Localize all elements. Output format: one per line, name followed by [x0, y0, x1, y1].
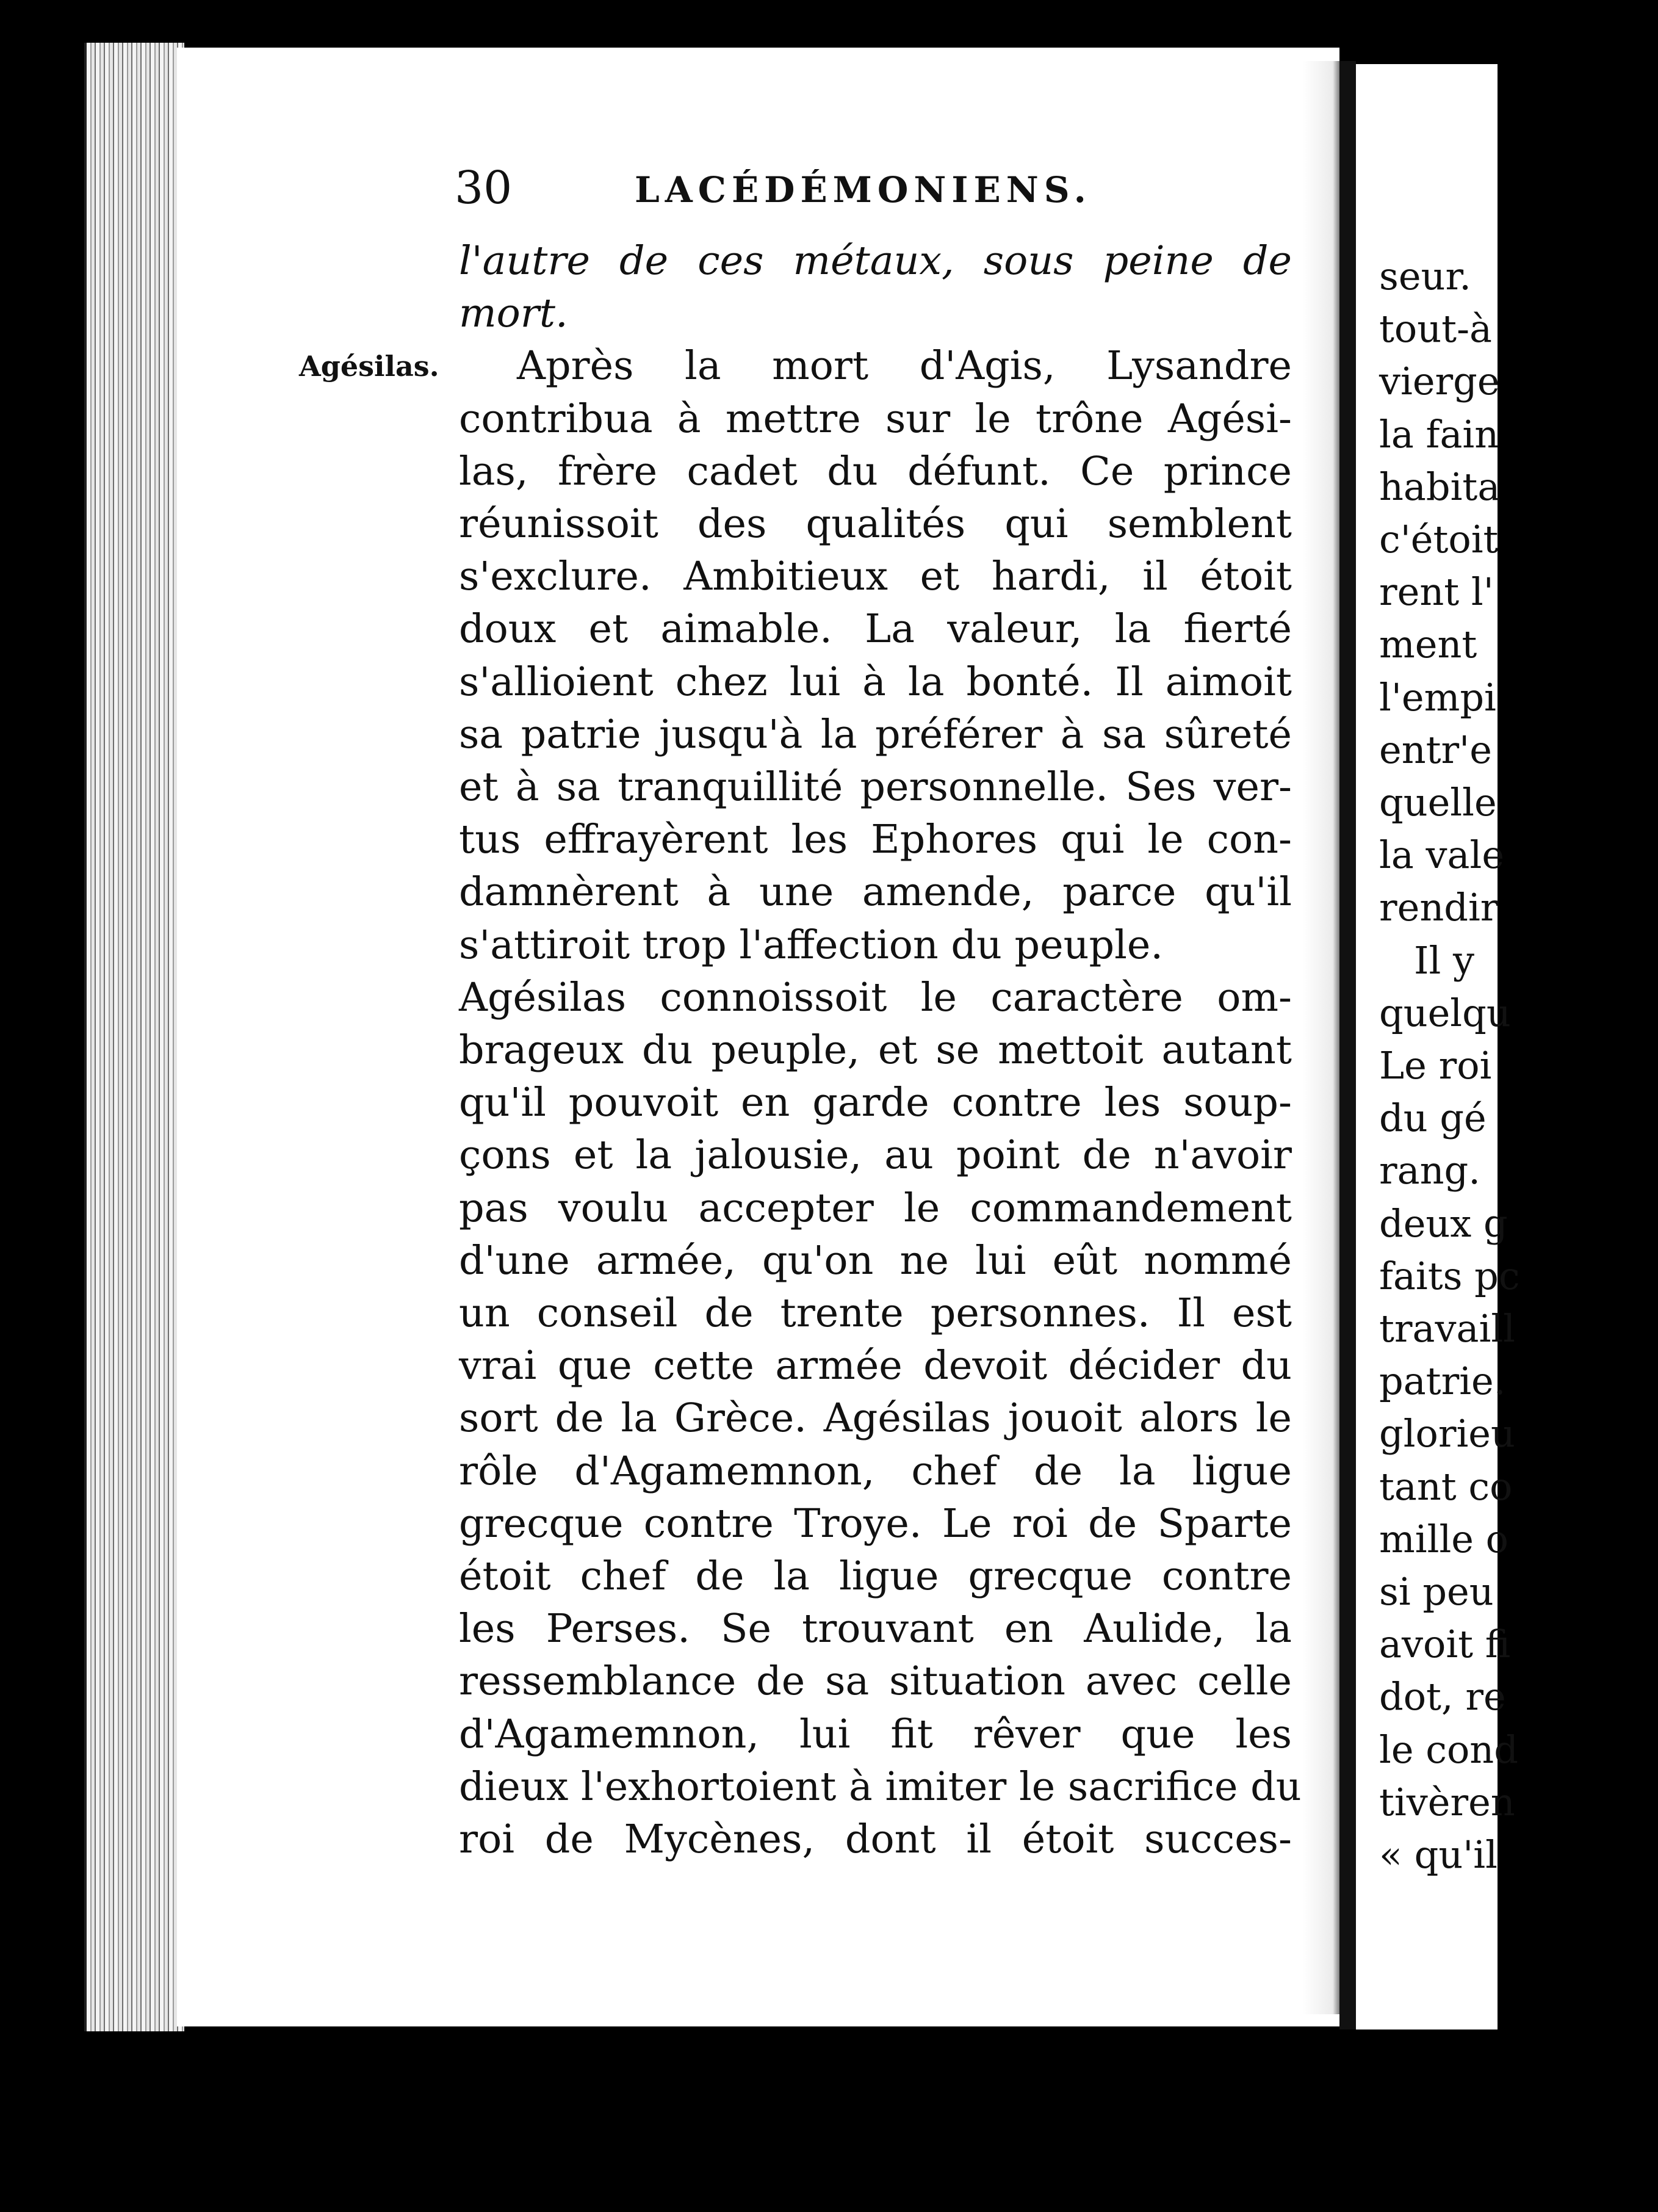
right-page-line: l'empi — [1379, 674, 1496, 720]
body-line: et à sa tranquillité personnelle. Ses ver- — [459, 764, 1292, 810]
right-page-line: habita — [1379, 464, 1501, 509]
right-page-line: rent l' — [1379, 569, 1494, 615]
body-line: étoit chef de la ligue grecque contre — [459, 1553, 1292, 1599]
body-line: réunissoit des qualités qui semblent — [459, 501, 1292, 547]
body-line: sort de la Grèce. Agésilas jouoit alors le — [459, 1395, 1292, 1442]
body-line: roi de Mycènes, dont il étoit succes- — [459, 1816, 1292, 1862]
body-line: ressemblance de sa situation avec celle — [459, 1658, 1292, 1705]
body-line: s'exclure. Ambitieux et hardi, il étoit — [459, 554, 1292, 600]
right-page-line: mille o — [1379, 1516, 1509, 1561]
body-line: çons et la jalousie, au point de n'avoir — [459, 1132, 1292, 1179]
body-line: s'attiroit trop l'affection du peuple. — [459, 922, 1164, 968]
page-header — [455, 157, 1297, 225]
right-page-line: le cond — [1379, 1727, 1518, 1772]
right-page-line: entr'e — [1379, 727, 1492, 772]
body-line: brageux du peuple, et se mettoit autant — [459, 1027, 1292, 1073]
right-page-line: Il y — [1414, 938, 1475, 983]
right-page-line: faits pc — [1379, 1253, 1520, 1298]
body-line: s'allioient chez lui à la bonté. Il aimoit — [459, 659, 1292, 705]
body-line: les Perses. Se trouvant en Aulide, la — [459, 1606, 1292, 1652]
right-page-line: avoit fi — [1379, 1622, 1511, 1667]
right-page-line: la fain — [1379, 411, 1499, 457]
right-page-line: seur. — [1379, 254, 1471, 298]
right-page-line: travaill — [1379, 1306, 1515, 1351]
book-gutter — [1339, 61, 1356, 2029]
right-page-line: deux g — [1379, 1201, 1508, 1246]
body-line: pas voulu accepter le commandement — [459, 1185, 1292, 1231]
right-page-line: patrie. — [1379, 1359, 1506, 1404]
right-page-line: vierge — [1379, 359, 1500, 404]
body-line: qu'il pouvoit en garde contre les soup- — [459, 1080, 1292, 1126]
body-line: d'Agamemnon, lui fit rêver que les — [459, 1711, 1292, 1757]
body-line: dieux l'exhortoient à imiter le sacrifice du — [459, 1763, 1302, 1810]
running-head: LACÉDÉMONIENS. — [635, 169, 1092, 211]
body-line: rôle d'Agamemnon, chef de la ligue — [459, 1448, 1292, 1494]
right-page-line: tout-à — [1379, 306, 1493, 352]
right-page-line: « qu'il — [1379, 1832, 1498, 1877]
body-line: las, frère cadet du défunt. Ce prince — [459, 448, 1292, 494]
right-page — [1356, 64, 1520, 2029]
margin-note: Agésilas. — [299, 350, 439, 383]
body-line: damnèrent à une amende, parce qu'il — [459, 869, 1292, 916]
right-page-line: rang. — [1379, 1148, 1480, 1193]
right-page-line: si peu — [1379, 1569, 1494, 1614]
right-page-line: quelqu — [1379, 990, 1511, 1035]
right-page-line: quelle — [1379, 780, 1497, 825]
page-edges — [84, 43, 184, 2031]
body-line: mort. — [459, 291, 568, 337]
right-page-line: la vale — [1379, 833, 1505, 878]
body-line: vrai que cette armée devoit décider du — [459, 1343, 1292, 1389]
right-page-line: rendir — [1379, 885, 1499, 930]
body-line: l'autre de ces métaux, sous peine de — [459, 238, 1292, 284]
body-line: Après la mort d'Agis, Lysandre — [517, 343, 1292, 389]
body-line: doux et aimable. La valeur, la fierté — [459, 606, 1292, 652]
body-line: sa patrie jusqu'à la préférer à sa sûreté — [459, 711, 1292, 757]
body-line: tus effrayèrent les Ephores qui le con- — [459, 817, 1292, 863]
right-page-line: Le roi — [1379, 1043, 1492, 1088]
right-page-line: tant co — [1379, 1464, 1513, 1509]
right-page-line: tivèren — [1379, 1779, 1515, 1824]
right-page-line: ment — [1379, 622, 1477, 667]
body-line: d'une armée, qu'on ne lui eût nommé — [459, 1237, 1292, 1284]
body-line: un conseil de trente personnes. Il est — [459, 1290, 1292, 1336]
right-page-line: du gé — [1379, 1096, 1487, 1141]
body-line: grecque contre Troye. Le roi de Sparte — [459, 1500, 1292, 1547]
right-page-line: dot, re — [1379, 1674, 1506, 1719]
page-number: 30 — [455, 162, 513, 214]
body-line: Agésilas connoissoit le caractère om- — [459, 974, 1292, 1021]
right-page-line: c'étoit — [1379, 517, 1499, 562]
right-page-line: glorieu — [1379, 1411, 1515, 1456]
body-line: contribua à mettre sur le trône Agési- — [459, 396, 1292, 442]
